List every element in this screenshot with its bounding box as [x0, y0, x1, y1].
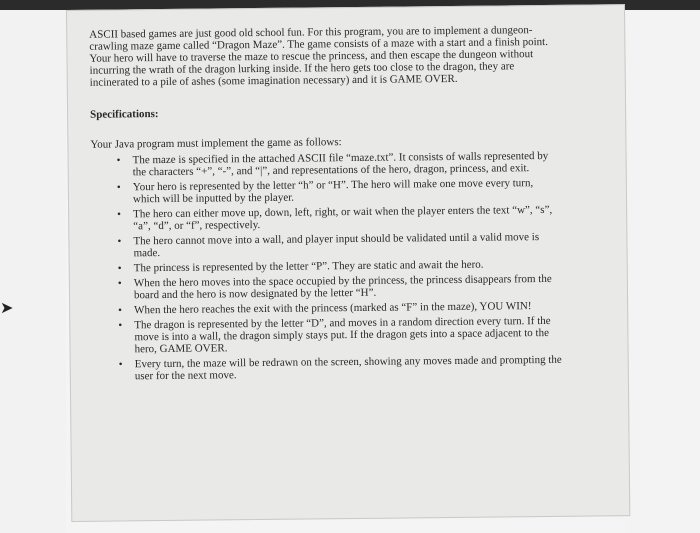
specification-list — [91, 150, 563, 383]
intro-paragraph: ASCII based games are just good old school fun. For this program, you are to implement a dungeon-crawling maze game called “Dragon Maze”. The game consists of a maze with a start and a finish point. Your hero will have to traverse the maze to rescue the princess, and then escape the dungeon without incurring the wrath of the dragon lurking inside. If the hero gets too close to the dragon, they are incinerated to a pile of ashes (some imagination necessary) and it is GAME OVER. — [89, 24, 549, 89]
left-margin — [0, 10, 66, 533]
list-item — [92, 315, 562, 356]
list-item — [92, 258, 562, 275]
list-item — [92, 273, 562, 302]
list-item — [92, 300, 562, 317]
list-item — [93, 354, 563, 383]
bullet-icon: • — [118, 358, 123, 371]
list-item-text: Every turn, the maze will be redrawn on the screen, showing any moves made and prompting the user for the next move. — [134, 353, 562, 383]
lead-sentence: Your Java program must implement the game as follows: — [90, 136, 342, 151]
list-item-text: The hero can either move up, down, left, right, or wait when the player enters the text “w”, “s”, “a”, “d”, or “f”, respectively. — [133, 203, 553, 233]
list-item — [91, 231, 561, 260]
list-item — [91, 204, 561, 233]
list-item-text: The princess is represented by the letter “P”. They are static and await the hero. — [133, 258, 484, 275]
specifications-heading: Specifications: — [90, 108, 159, 121]
list-item-text: The hero cannot move into a wall, and player input should be validated until a valid move is made. — [133, 231, 540, 260]
bullet-icon: • — [117, 235, 122, 248]
list-item-text: The maze is specified in the attached ASCII file “maze.txt”. It consists of walls represented by the characters “+”, “-”, and “|”, and representations of the hero, dragon, princess, and exit. — [132, 149, 549, 179]
mouse-cursor-icon: ➤ — [0, 298, 14, 317]
list-item-text: When the hero reaches the exit with the princess (marked as “F” in the maze), YOU WIN! — [134, 300, 532, 317]
list-item — [91, 177, 561, 206]
document-page — [66, 4, 630, 522]
bullet-icon: • — [116, 181, 121, 194]
bullet-icon: • — [117, 277, 122, 290]
list-item — [91, 150, 561, 179]
bullet-icon: • — [116, 154, 121, 167]
bullet-icon: • — [117, 208, 122, 221]
bullet-icon: • — [117, 262, 122, 275]
document-body — [89, 24, 563, 386]
list-item-text: When the hero moves into the space occupied by the princess, the princess disappears from the board and the hero is now designated by the letter “H”. — [133, 272, 552, 302]
bullet-icon: • — [118, 304, 123, 317]
list-item-text: Your hero is represented by the letter “h” or “H”. The hero will make one move every turn, which will be inputted by the player. — [132, 177, 534, 206]
bullet-icon: • — [118, 319, 123, 332]
list-item-text: The dragon is represented by the letter “D”, and moves in a random direction every turn. If the move is into a wall, the dragon simply stays put. If the dragon gets into a space adjacent to the hero, GAME OVER. — [134, 314, 551, 356]
right-margin — [625, 10, 700, 533]
